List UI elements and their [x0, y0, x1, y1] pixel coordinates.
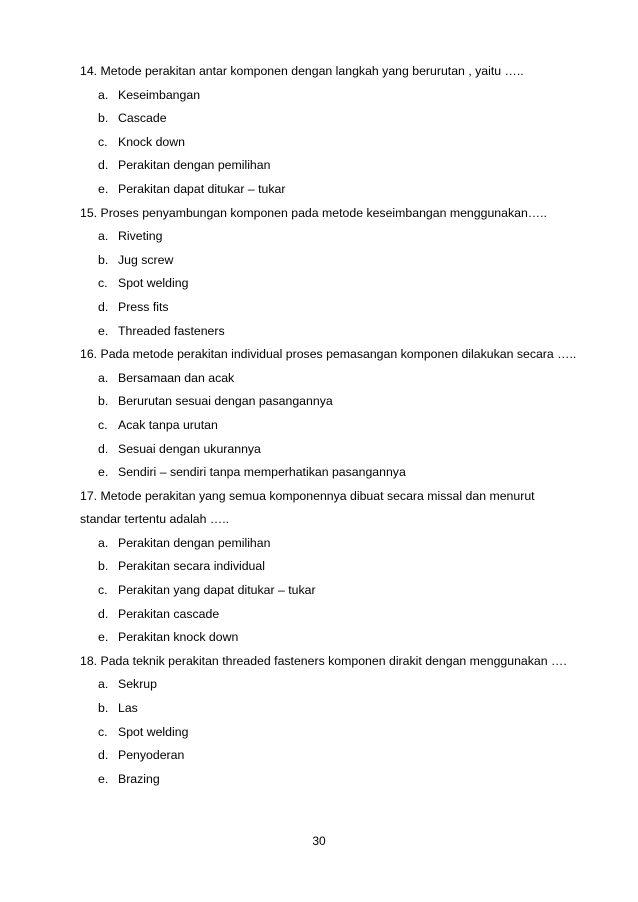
option-letter: a. — [98, 535, 109, 550]
option-text: Acak tanpa urutan — [118, 417, 218, 432]
option-text: Riveting — [118, 229, 163, 244]
option-15e — [98, 320, 580, 344]
option-18e — [98, 768, 580, 792]
option-letter: c. — [98, 724, 108, 739]
option-text: Bersamaan dan acak — [118, 370, 235, 385]
option-letter: a. — [98, 87, 109, 102]
option-letter: b. — [98, 701, 109, 716]
option-letter: e. — [98, 323, 109, 338]
question-15: 15. Proses penyambungan komponen pada metode keseimbangan menggunakan….. — [80, 205, 547, 220]
option-letter: c. — [98, 583, 108, 598]
option-letter: a. — [98, 229, 109, 244]
option-letter: e. — [98, 771, 109, 786]
question-14: 14. Metode perakitan antar komponen dengan langkah yang berurutan , yaitu ….. — [80, 64, 524, 78]
option-14e — [98, 178, 580, 202]
option-14b — [98, 107, 580, 131]
option-letter: a. — [98, 677, 109, 692]
option-text: Perakitan dengan pemilihan — [118, 158, 271, 173]
option-17b — [98, 555, 580, 579]
option-text: Brazing — [118, 771, 160, 786]
option-letter: e. — [98, 181, 109, 196]
option-text: Sekrup — [118, 677, 157, 692]
option-text: Threaded fasteners — [118, 323, 225, 338]
option-16e — [98, 461, 580, 485]
page-number: 30 — [312, 834, 326, 848]
option-15c — [98, 272, 580, 296]
option-letter: a. — [98, 370, 109, 385]
option-14a — [98, 84, 580, 108]
option-17e — [98, 626, 580, 650]
option-letter: b. — [98, 559, 109, 574]
option-text: Knock down — [118, 134, 185, 149]
option-letter: b. — [98, 111, 109, 126]
option-text: Spot welding — [118, 276, 189, 291]
option-18b — [98, 697, 580, 721]
option-18c — [98, 721, 580, 745]
option-15a — [98, 225, 580, 249]
option-text: Berurutan sesuai dengan pasangannya — [118, 394, 333, 409]
option-14c — [98, 131, 580, 155]
option-letter: d. — [98, 748, 109, 763]
option-letter: d. — [98, 441, 109, 456]
question-17: 17. Metode perakitan yang semua komponennya dibuat secara missal dan menurut standar tertentu adalah ….. — [80, 488, 535, 527]
option-17c — [98, 579, 580, 603]
option-text: Perakitan dapat ditukar – tukar — [118, 181, 286, 196]
option-text: Sesuai dengan ukurannya — [118, 441, 261, 456]
option-letter: d. — [98, 606, 109, 621]
option-text: Las — [118, 701, 138, 716]
option-letter: b. — [98, 394, 109, 409]
option-text: Penyoderan — [118, 748, 185, 763]
option-text: Keseimbangan — [118, 87, 201, 102]
question-18: 18. Pada teknik perakitan threaded fasteners komponen dirakit dengan menggunakan …. — [80, 653, 567, 668]
option-letter: c. — [98, 417, 108, 432]
option-text: Cascade — [118, 111, 167, 126]
option-letter: c. — [98, 276, 108, 291]
option-15d — [98, 296, 580, 320]
option-17d — [98, 603, 580, 627]
option-letter: b. — [98, 252, 109, 267]
option-16a — [98, 367, 580, 391]
option-text: Press fits — [118, 299, 169, 314]
option-letter: e. — [98, 465, 109, 480]
option-text: Perakitan cascade — [118, 606, 220, 621]
option-18d — [98, 744, 580, 768]
option-text: Spot welding — [118, 724, 189, 739]
option-letter: d. — [98, 158, 109, 173]
option-14d — [98, 154, 580, 178]
option-text: Sendiri – sendiri tanpa memperhatikan pasangannya — [118, 465, 406, 480]
option-text: Perakitan yang dapat ditukar – tukar — [118, 583, 316, 598]
question-16: 16. Pada metode perakitan individual proses pemasangan komponen dilakukan secara ….. — [80, 347, 577, 362]
option-18a — [98, 673, 580, 697]
option-letter: d. — [98, 299, 109, 314]
option-17a — [98, 532, 580, 556]
option-16c — [98, 414, 580, 438]
option-16b — [98, 390, 580, 414]
option-text: Jug screw — [118, 252, 174, 267]
option-text: Perakitan dengan pemilihan — [118, 535, 271, 550]
option-15b — [98, 249, 580, 273]
question-list — [80, 60, 580, 791]
option-text: Perakitan knock down — [118, 630, 239, 645]
option-letter: e. — [98, 630, 109, 645]
option-letter: c. — [98, 134, 108, 149]
option-16d — [98, 438, 580, 462]
option-text: Perakitan secara individual — [118, 559, 265, 574]
